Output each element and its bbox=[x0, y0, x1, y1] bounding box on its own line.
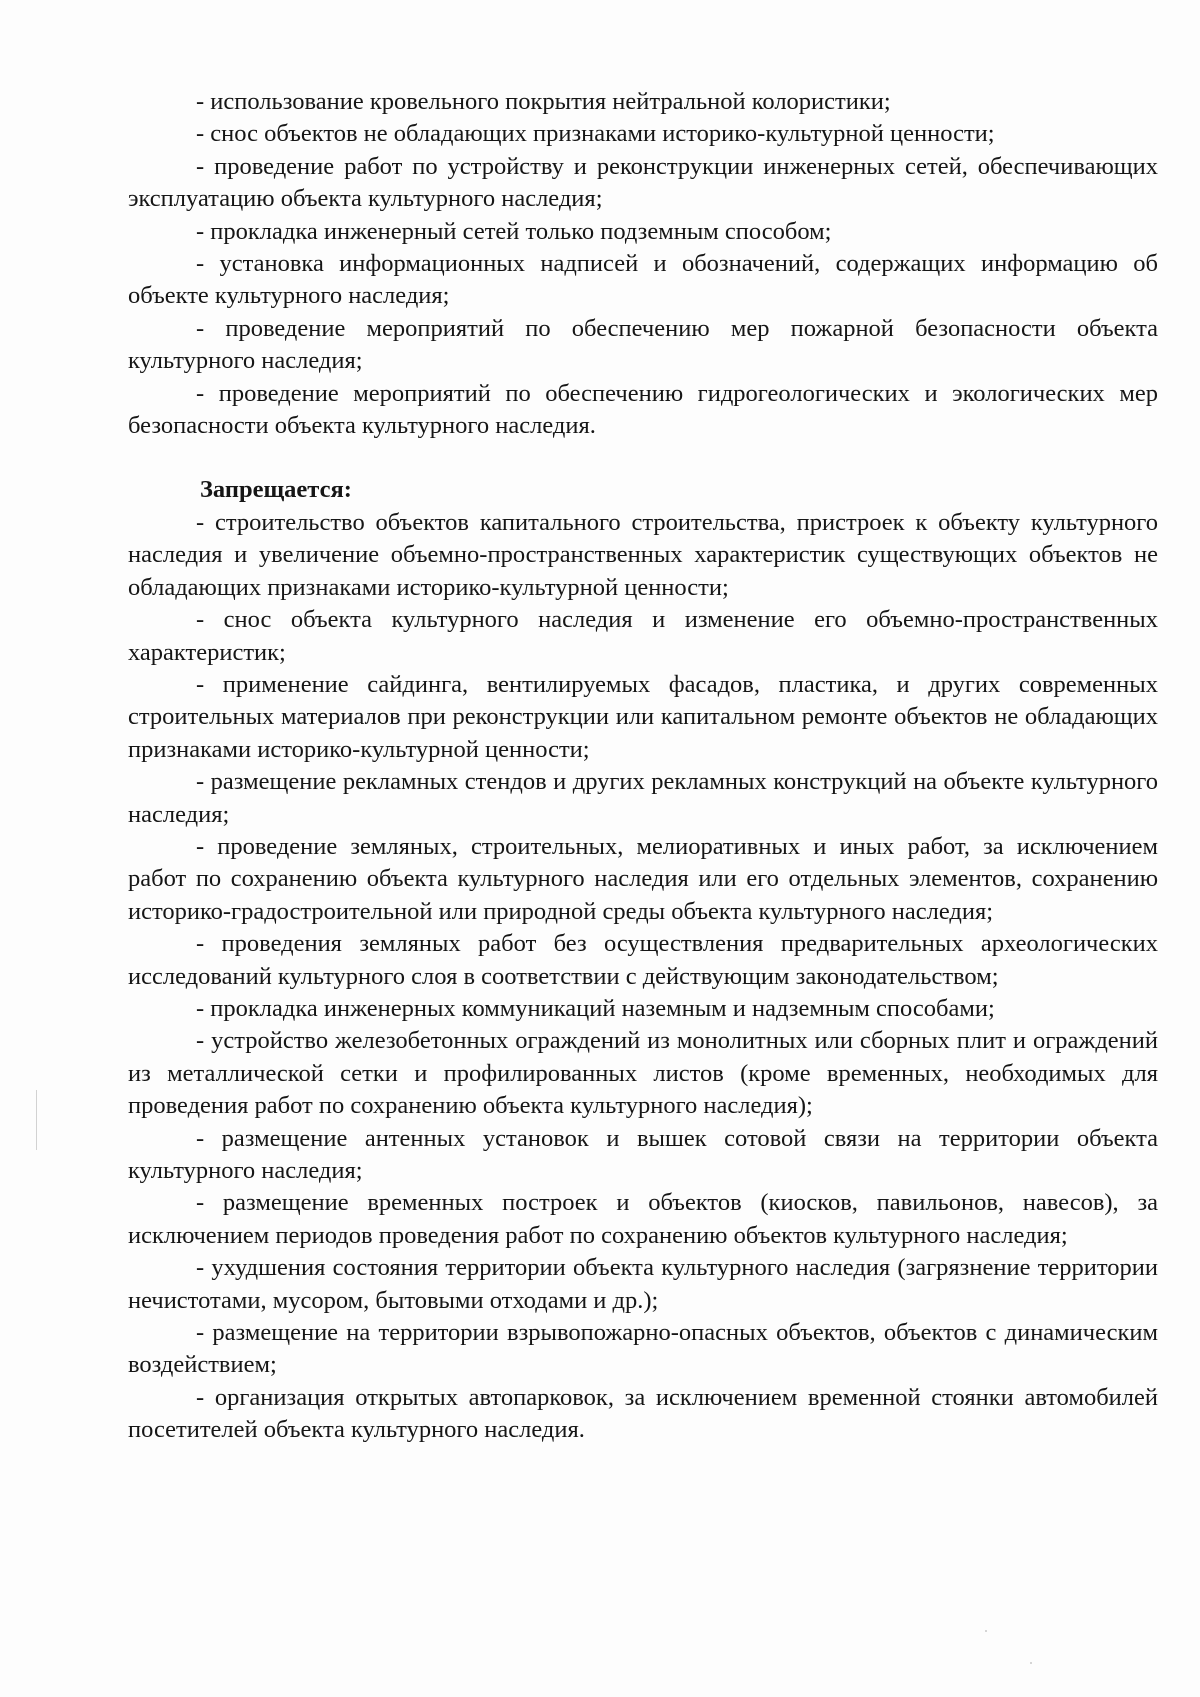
scan-artifact bbox=[1030, 1662, 1032, 1664]
list-item: - размещение временных построек и объектов (киосков, павильонов, навесов), за исключением периодов проведения работ по сохранению объектов культурного наследия; bbox=[128, 1189, 1158, 1249]
list-item: - установка информационных надписей и обозначений, содержащих информацию об объекте культурного наследия; bbox=[128, 250, 1158, 310]
list-item: - проведение работ по устройству и реконструкции инженерных сетей, обеспечивающих эксплуатацию объекта культурного наследия; bbox=[128, 152, 1158, 213]
section-heading: Запрещается: bbox=[200, 476, 352, 504]
list-item: - размещение антенных установок и вышек сотовой связи на территории объекта культурного наследия; bbox=[128, 1124, 1158, 1184]
list-item: - использование кровельного покрытия нейтральной колористики; bbox=[196, 88, 891, 115]
list-item: - снос объектов не обладающих признаками историко-культурной ценности; bbox=[196, 120, 995, 148]
scan-artifact bbox=[985, 1630, 987, 1632]
permitted-list bbox=[128, 86, 1158, 442]
prohibited-list bbox=[128, 507, 1158, 1447]
list-item: - применение сайдинга, вентилируемых фасадов, пластика, и других современных строительных материалов при реконструкции или капитальном ремонте объектов не обладающих признаками историко-культурной ценности; bbox=[128, 670, 1158, 763]
list-item: - снос объекта культурного наследия и изменение его объемно-пространственных характеристик; bbox=[128, 606, 1158, 666]
list-item: - проведение мероприятий по обеспечению гидрогеологических и экологических мер безопасности объекта культурного наследия. bbox=[128, 379, 1158, 440]
list-item: - проведения земляных работ без осуществления предварительных археологических исследований культурного слоя в соответствии с действующим законодательством; bbox=[128, 930, 1158, 990]
list-item: - устройство железобетонных ограждений из монолитных или сборных плит и ограждений из металлической сетки и профилированных листов (кроме временных, необходимых для проведения работ по сохранению объекта культурного наследия); bbox=[128, 1027, 1158, 1120]
list-item: - проведение мероприятий по обеспечению мер пожарной безопасности объекта культурного наследия; bbox=[128, 314, 1158, 375]
list-item: - прокладка инженерных коммуникаций наземным и надземным способами; bbox=[196, 994, 995, 1022]
scan-artifact bbox=[36, 1090, 37, 1150]
list-item: - размещение на территории взрывопожарно-опасных объектов, объектов с динамическим воздействием; bbox=[128, 1319, 1158, 1379]
list-item: - ухудшения состояния территории объекта культурного наследия (загрязнение территории нечистотами, мусором, бытовыми отходами и др.); bbox=[128, 1254, 1158, 1314]
list-item: - размещение рекламных стендов и других рекламных конструкций на объекте культурного наследия; bbox=[128, 768, 1158, 828]
list-item: - организация открытых автопарковок, за исключением временной стоянки автомобилей посетителей объекта культурного наследия. bbox=[128, 1383, 1158, 1444]
list-item: - строительство объектов капитального строительства, пристроек к объекту культурного наследия и увеличение объемно-пространственных характеристик существующих объектов не обладающих признаками историко-культурной ценности; bbox=[128, 508, 1158, 601]
list-item: - прокладка инженерный сетей только подземным способом; bbox=[196, 217, 832, 245]
list-item: - проведение земляных, строительных, мелиоративных и иных работ, за исключением работ по сохранению объекта культурного наследия или его отдельных элементов, сохранению историко-градостроительной или природной среды объекта культурного наследия; bbox=[128, 832, 1158, 925]
document-body bbox=[128, 86, 1158, 1447]
